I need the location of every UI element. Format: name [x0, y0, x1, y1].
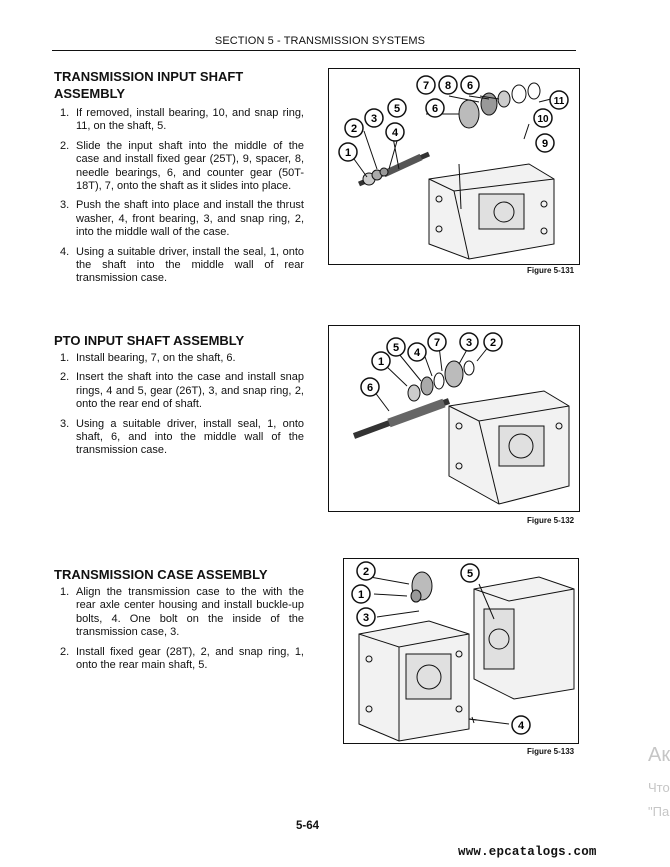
svg-text:7: 7 [422, 80, 430, 92]
step-item: 2. Insert the shaft into the case and install snap rings, 4 and 5, gear (26T), 3, and snap ring, 2, onto the rear end of shaft. [60, 371, 304, 411]
svg-text:4: 4 [391, 127, 399, 139]
figure-5-133 [343, 558, 579, 744]
transmission-case-illustration [344, 559, 578, 743]
svg-text:1: 1 [357, 589, 365, 601]
figure-5-131 [328, 68, 580, 265]
step-item: 4. Using a suitable driver, install the seal, 1, onto the shaft into the middle wall of rear transmission case. [60, 245, 304, 285]
step-item: 2. Slide the input shaft into the middle of the case and install fixed gear (25T), 9, spacer, 8, needle bearings, 6, and counter gear (50T-18T), 7, onto the shaft as it slides into place. [60, 139, 304, 193]
svg-text:3: 3 [465, 337, 473, 349]
svg-text:1: 1 [344, 147, 352, 159]
watermark-url[interactable]: www.epcatalogs.com [458, 845, 597, 859]
svg-text:2: 2 [350, 123, 358, 135]
svg-text:6: 6 [466, 80, 474, 92]
svg-text:2: 2 [362, 566, 370, 578]
svg-text:6: 6 [431, 103, 439, 115]
svg-text:5: 5 [466, 568, 474, 580]
section-header: SECTION 5 - TRANSMISSION SYSTEMS [214, 35, 426, 47]
section-transmission-case [54, 566, 304, 678]
header-rule [52, 50, 576, 51]
steps-list [54, 586, 304, 672]
svg-text:8: 8 [444, 80, 452, 92]
svg-text:10: 10 [537, 114, 549, 125]
svg-text:11: 11 [553, 96, 565, 107]
overlay-line-1: Ак [648, 744, 670, 766]
steps-list [54, 352, 304, 458]
figure-caption: Figure 5-131 [527, 266, 575, 275]
step-item: 3. Using a suitable driver, install seal, 1, onto shaft, 6, and into the middle wall of the transmission case. [60, 417, 304, 457]
steps-list [54, 107, 304, 286]
figure-5-132 [328, 325, 580, 512]
section-title: TRANSMISSION CASE ASSEMBLY [54, 567, 268, 582]
step-item: 1. Align the transmission case to the with the rear axle center housing and install buckle-up bolts, 4. One bolt on the inside of the transmission case, 3. [60, 586, 304, 639]
overlay-line-3: "Па [648, 804, 670, 819]
transmission-input-shaft-illustration [329, 69, 579, 264]
overlay-line-2: Что [648, 780, 670, 795]
section-pto-input-shaft [54, 332, 304, 464]
svg-text:3: 3 [370, 113, 378, 125]
svg-text:1: 1 [377, 356, 385, 368]
svg-text:5: 5 [393, 103, 401, 115]
page-number: 5-64 [296, 820, 320, 832]
svg-text:5: 5 [392, 342, 400, 354]
section-input-shaft [54, 68, 304, 292]
svg-text:9: 9 [541, 138, 549, 150]
callouts [339, 76, 568, 161]
svg-text:3: 3 [362, 612, 370, 624]
svg-text:4: 4 [517, 720, 525, 732]
step-item: 3. Push the shaft into place and install the thrust washer, 4, front bearing, 3, and snap ring, 2, into the middle wall of the case. [60, 199, 304, 239]
section-title: TRANSMISSION INPUT SHAFT ASSEMBLY [54, 69, 244, 101]
step-item: 1. If removed, install bearing, 10, and snap ring, 11, on the shaft, 5. [60, 107, 304, 133]
figure-caption: Figure 5-133 [527, 747, 575, 756]
svg-text:6: 6 [366, 382, 374, 394]
svg-text:4: 4 [413, 347, 421, 359]
step-item: 2. Install fixed gear (28T), 2, and snap ring, 1, onto the rear main shaft, 5. [60, 645, 304, 672]
section-title: PTO INPUT SHAFT ASSEMBLY [54, 333, 245, 348]
svg-text:7: 7 [433, 337, 441, 349]
figure-caption: Figure 5-132 [527, 516, 575, 525]
svg-text:2: 2 [489, 337, 497, 349]
step-item: 1. Install bearing, 7, on the shaft, 6. [60, 352, 236, 364]
pto-input-shaft-illustration [329, 326, 579, 511]
